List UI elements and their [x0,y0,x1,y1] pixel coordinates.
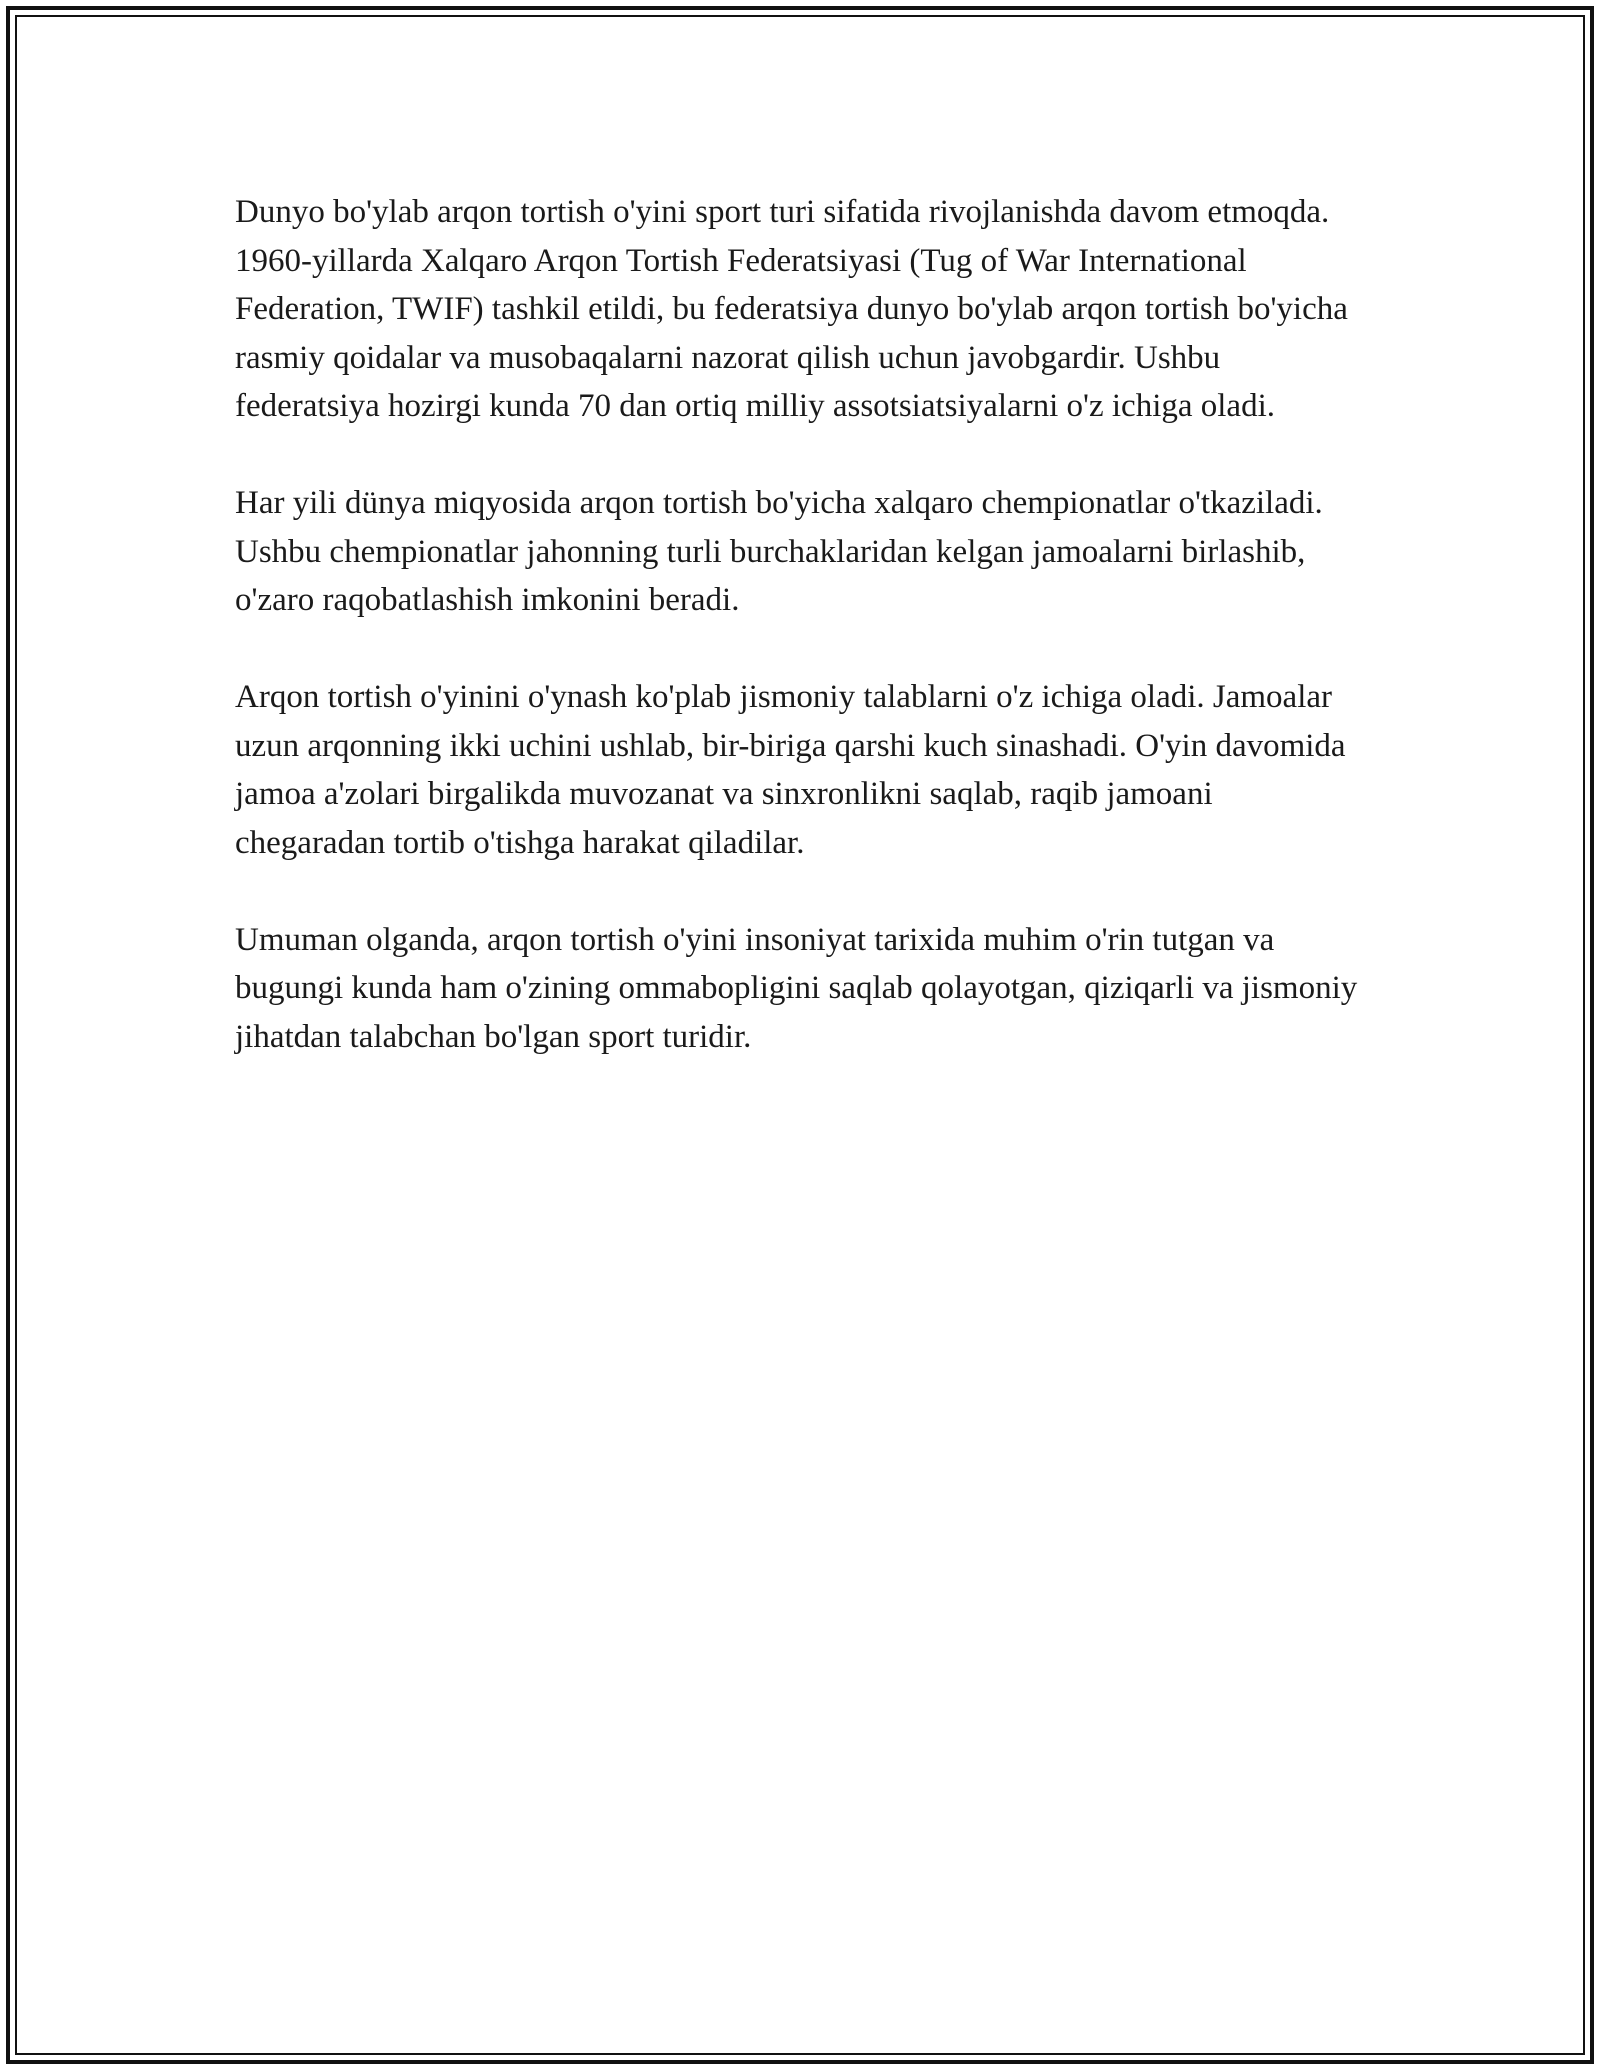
document-body [235,188,1365,1110]
paragraph-championships: Har yili dünya miqyosida arqon tortish bo'yicha xalqaro chempionatlar o'tkaziladi. Ushbu chempionatlar jahonning turli burchaklaridan kelgan jamoalarni birlashib, o'zaro raqobatlashish imkonini beradi. [235,485,1323,618]
paragraph-conclusion: Umuman olganda, arqon tortish o'yini insoniyat tarixida muhim o'rin tutgan va bugungi kunda ham o'zining ommabopligini saqlab qolayotgan, qiziqarli va jismoniy jihatdan talabchan bo'lgan sport turidir. [235,921,1358,1055]
paragraph-gameplay: Arqon tortish o'yinini o'ynash ko'plab jismoniy talablarni o'z ichiga oladi. Jamoalar uzun arqonning ikki uchini ushlab, bir-biriga qarshi kuch sinashadi. O'yin davomida jamoa a'zolari birgalikda muvozanat va sinxronlikni saqlab, raqib jamoani chegaradan tortib o'tishga harakat qiladilar. [235,679,1346,861]
paragraph-twif: Dunyo bo'ylab arqon tortish o'yini sport turi sifatida rivojlanishda davom etmoqda. 1960-yillarda Xalqaro Arqon Tortish Federatsiyasi (Tug of War International Federation, TWIF) tashkil etildi, bu federatsiya dunyo bo'ylab arqon tortish bo'yicha rasmiy qoidalar va musobaqalarni nazorat qilish uchun javobgardir. Ushbu federatsiya hozirgi kunda 70 dan ortiq milliy assotsiatsiyalarni o'z ichiga oladi. [235,194,1348,424]
